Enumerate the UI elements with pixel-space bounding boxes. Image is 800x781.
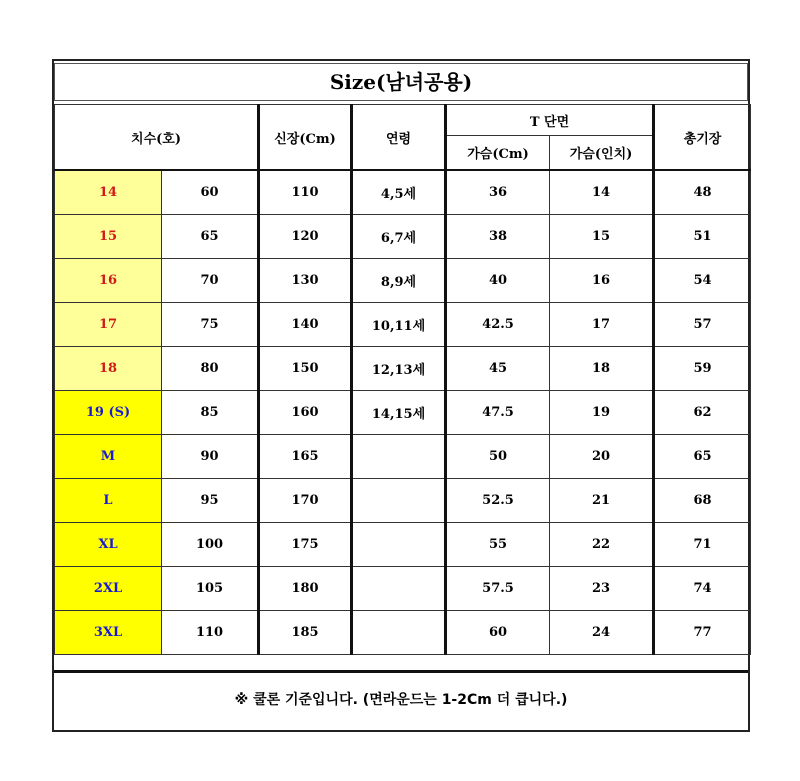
age-cell: 12,13세 [352,347,446,391]
age-cell: 4,5세 [352,170,446,215]
height-cell: 120 [259,215,352,259]
chest-inch-cell: 24 [550,611,654,655]
chest-inch-cell: 16 [550,259,654,303]
table-row [55,391,751,435]
chest-inch-cell: 22 [550,523,654,567]
height-cell: 165 [259,435,352,479]
size-cell: 2XL [55,567,162,611]
age-cell [352,567,446,611]
age-cell: 6,7세 [352,215,446,259]
header-height: 신장(Cm) [259,105,352,171]
total-length-cell: 59 [654,347,751,391]
chest-inch-cell: 21 [550,479,654,523]
total-length-cell: 71 [654,523,751,567]
chest-inch-cell: 20 [550,435,654,479]
size-cell: 19 (S) [55,391,162,435]
total-length-cell: 51 [654,215,751,259]
header-chest-cm: 가슴(Cm) [446,136,550,171]
height-cell: 175 [259,523,352,567]
chest-cm-cell: 45 [446,347,550,391]
chest-cm-cell: 52.5 [446,479,550,523]
height-cell: 130 [259,259,352,303]
ho-cell: 95 [162,479,259,523]
total-length-cell: 57 [654,303,751,347]
ho-cell: 110 [162,611,259,655]
table-row [55,215,751,259]
table-row [55,523,751,567]
height-cell: 170 [259,479,352,523]
age-cell [352,435,446,479]
age-cell [352,523,446,567]
size-cell: 17 [55,303,162,347]
total-length-cell: 62 [654,391,751,435]
ho-cell: 105 [162,567,259,611]
ho-cell: 75 [162,303,259,347]
header-total-length: 총기장 [654,105,751,171]
table-row [55,611,751,655]
chest-cm-cell: 55 [446,523,550,567]
table-row [55,303,751,347]
total-length-cell: 74 [654,567,751,611]
height-cell: 180 [259,567,352,611]
chest-inch-cell: 19 [550,391,654,435]
age-cell [352,611,446,655]
header-chest-inch: 가슴(인치) [550,136,654,171]
chest-inch-cell: 18 [550,347,654,391]
table-row [55,347,751,391]
size-cell: M [55,435,162,479]
age-cell: 10,11세 [352,303,446,347]
ho-cell: 80 [162,347,259,391]
age-cell: 8,9세 [352,259,446,303]
age-cell [352,479,446,523]
total-length-cell: 48 [654,170,751,215]
chest-cm-cell: 42.5 [446,303,550,347]
total-length-cell: 65 [654,435,751,479]
height-cell: 160 [259,391,352,435]
chest-cm-cell: 36 [446,170,550,215]
ho-cell: 65 [162,215,259,259]
size-cell: 16 [55,259,162,303]
size-table [54,104,751,655]
header-size: 치수(호) [55,105,259,171]
chest-cm-cell: 50 [446,435,550,479]
chest-inch-cell: 23 [550,567,654,611]
ho-cell: 85 [162,391,259,435]
chest-inch-cell: 14 [550,170,654,215]
size-cell: 3XL [55,611,162,655]
age-cell: 14,15세 [352,391,446,435]
chart-title: Size(남녀공용) [54,63,748,101]
ho-cell: 100 [162,523,259,567]
ho-cell: 90 [162,435,259,479]
table-body [55,170,751,655]
header-age: 연령 [352,105,446,171]
height-cell: 150 [259,347,352,391]
chest-inch-cell: 15 [550,215,654,259]
size-cell: 18 [55,347,162,391]
size-cell: L [55,479,162,523]
table-row [55,567,751,611]
chest-cm-cell: 57.5 [446,567,550,611]
ho-cell: 60 [162,170,259,215]
table-row [55,435,751,479]
total-length-cell: 68 [654,479,751,523]
chest-cm-cell: 47.5 [446,391,550,435]
size-cell: 15 [55,215,162,259]
size-cell: XL [55,523,162,567]
header-row-1 [55,105,751,136]
table-row [55,170,751,215]
total-length-cell: 54 [654,259,751,303]
chest-inch-cell: 17 [550,303,654,347]
chest-cm-cell: 38 [446,215,550,259]
total-length-cell: 77 [654,611,751,655]
footnote: ※ 쿨론 기준입니다. (면라운드는 1-2Cm 더 큽니다.) [54,670,748,728]
size-cell: 14 [55,170,162,215]
height-cell: 140 [259,303,352,347]
table-row [55,259,751,303]
chest-cm-cell: 60 [446,611,550,655]
chest-cm-cell: 40 [446,259,550,303]
table-row [55,479,751,523]
ho-cell: 70 [162,259,259,303]
header-t-section: T 단면 [446,105,654,136]
height-cell: 185 [259,611,352,655]
height-cell: 110 [259,170,352,215]
